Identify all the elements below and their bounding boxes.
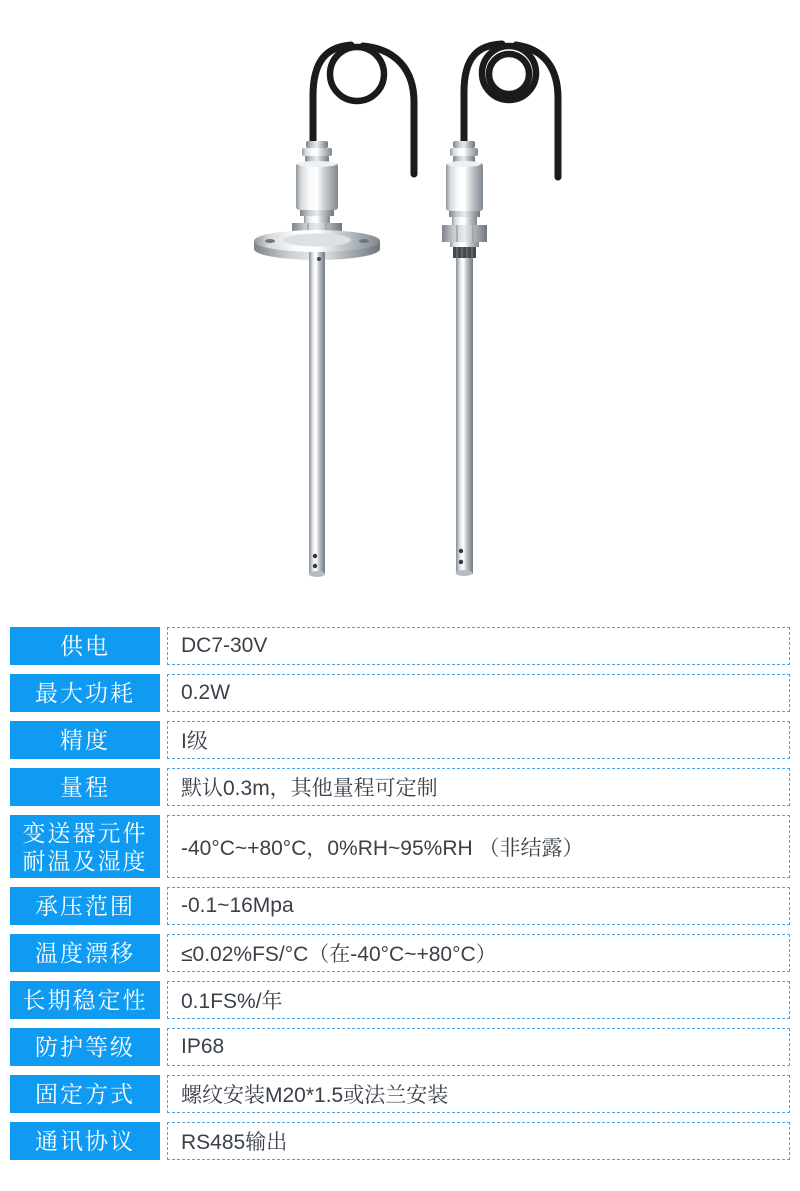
spec-label-text: 精度	[60, 727, 110, 753]
spec-row-transmitter-temp-humidity	[10, 815, 790, 878]
spec-value	[167, 674, 790, 712]
spec-row-range	[10, 768, 790, 806]
right-thread-section	[453, 247, 476, 258]
spec-row-power-supply	[10, 627, 790, 665]
spec-label-text: 供电	[60, 633, 110, 659]
spec-label	[10, 1075, 160, 1113]
spec-value-text: DC7-30V	[181, 634, 268, 657]
spec-value	[167, 981, 790, 1019]
spec-label	[10, 627, 160, 665]
spec-row-long-term-stability	[10, 981, 790, 1019]
spec-row-max-power	[10, 674, 790, 712]
spec-value	[167, 1122, 790, 1160]
spec-label-text: 长期稳定性	[22, 987, 148, 1013]
spec-value	[167, 768, 790, 806]
left-sensor-body	[292, 141, 342, 240]
right-coiled-cable-icon	[464, 44, 558, 177]
spec-table	[10, 627, 790, 1160]
spec-label-text: 量程	[60, 774, 110, 800]
spec-label	[10, 721, 160, 759]
spec-value	[167, 1075, 790, 1113]
spec-value-text: RS485输出	[181, 1131, 288, 1154]
spec-value	[167, 934, 790, 972]
spec-value	[167, 721, 790, 759]
spec-row-mounting	[10, 1075, 790, 1113]
spec-label-text: 防护等级	[35, 1034, 135, 1060]
spec-row-pressure-range	[10, 887, 790, 925]
spec-value-text: 0.2W	[181, 681, 231, 704]
spec-value-text: -40°C~+80°C，0%RH~95%RH （非结露）	[181, 836, 584, 860]
spec-value-text: 0.1FS%/年	[181, 990, 283, 1013]
spec-value	[167, 627, 790, 665]
spec-value-text: I级	[181, 730, 208, 753]
left-probe-rod	[309, 252, 325, 577]
spec-label	[10, 768, 160, 806]
spec-label	[10, 887, 160, 925]
spec-label-text: 温度漂移	[35, 940, 135, 966]
spec-label-text-line2: 耐温及湿度	[22, 847, 148, 874]
spec-label	[10, 1122, 160, 1160]
spec-row-protection-rating	[10, 1028, 790, 1066]
spec-value-text: ≤0.02%FS/°C（在-40°C~+80°C）	[181, 943, 497, 966]
spec-row-temperature-drift	[10, 934, 790, 972]
spec-label-text: 通讯协议	[35, 1128, 135, 1154]
spec-label	[10, 1028, 160, 1066]
spec-value-text: -0.1~16Mpa	[181, 894, 294, 917]
spec-label	[10, 934, 160, 972]
right-sensor-body	[442, 141, 487, 247]
spec-value-text: IP68	[181, 1035, 225, 1058]
spec-value	[167, 815, 790, 878]
spec-label-text: 固定方式	[35, 1081, 135, 1107]
spec-label-text: 最大功耗	[35, 680, 135, 706]
spec-label-text: 承压范围	[35, 893, 135, 919]
right-probe-rod	[456, 258, 474, 576]
spec-label	[10, 674, 160, 712]
spec-row-communication-protocol	[10, 1122, 790, 1160]
left-sensor	[254, 45, 414, 577]
spec-value	[167, 1028, 790, 1066]
right-sensor	[442, 44, 558, 576]
spec-value-text: 螺纹安装M20*1.5或法兰安装	[181, 1084, 449, 1107]
spec-value	[167, 887, 790, 925]
spec-value-text: 默认0.3m，其他量程可定制	[181, 777, 438, 800]
spec-row-accuracy	[10, 721, 790, 759]
spec-label	[10, 981, 160, 1019]
spec-label	[10, 815, 160, 878]
spec-label-text: 变送器元件	[22, 819, 148, 846]
